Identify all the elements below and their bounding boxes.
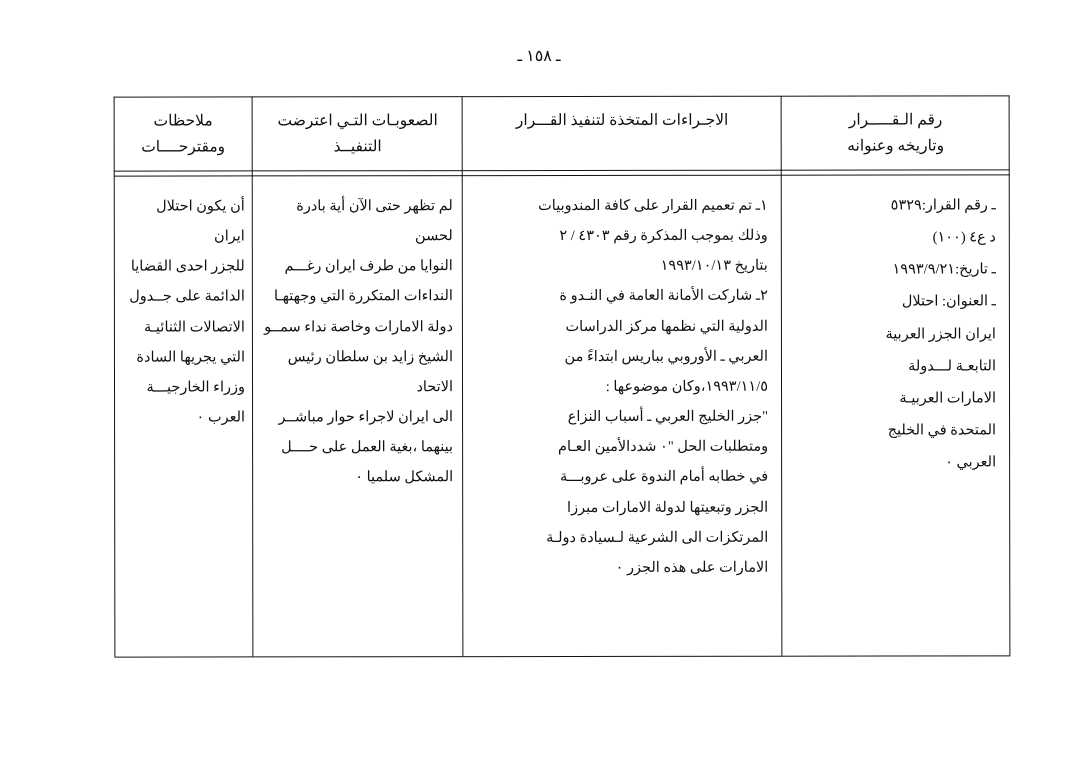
cell-difficulties-line: النداءات المتكررة التي وجهتهـا	[273, 288, 453, 305]
cell-difficulties-line: دولة الامارات وخاصة نداء سمــو	[264, 318, 453, 336]
cell-notes	[114, 191, 253, 432]
cell-notes-line: العرب ٠	[196, 409, 246, 426]
cell-difficulties-line: النوايا من طرف ايران رغـــم	[284, 258, 453, 275]
cell-actions-line: وذلك بموجب المذكرة رقم ٤٣٠٣ / ٢	[559, 227, 768, 245]
cell-decision-line: ـ تاريخ:١٩٩٣/٩/٢١	[892, 261, 996, 278]
cell-decision-line: ايران الجزر العربية	[885, 326, 996, 343]
cell-actions-line: بتاريخ ١٩٩٣/١٠/١٣	[660, 258, 768, 275]
column-header-decision-line-1: رقم الـقـــــرار	[848, 111, 943, 129]
decision-follow-up-table	[114, 95, 1011, 656]
cell-actions-line: ٢ـ شاركت الأمانة العامة في النـدو ة	[559, 288, 768, 305]
cell-actions-line: الدولية التي نظمها مركز الدراسات	[565, 318, 768, 335]
column-header-notes-line-1: ملاحظات ومقترحــــات	[141, 112, 226, 156]
cell-actions-line: المرتكزات الى الشرعية لـسيادة دولـة	[546, 529, 769, 546]
column-header-actions-line-1: الاجـراءات المتخذة لتنفيذ القـــرار	[515, 111, 729, 130]
cell-decision-line: المتحدة في الخليج	[887, 422, 997, 439]
column-actions	[463, 96, 783, 656]
cell-decision-line: الامارات العربيـة	[899, 390, 997, 407]
column-header-difficulties	[253, 108, 463, 161]
column-header-decision	[782, 107, 1010, 160]
cell-notes-line: للجزر احدى القضايا	[130, 258, 245, 275]
page-number: ـ ١٥٨ ـ	[517, 48, 561, 65]
cell-decision-line: العربي ٠	[945, 454, 997, 471]
column-header-difficulties-line-1: الصعوبـات التـي اعترضت التنفيــذ	[277, 112, 438, 156]
cell-difficulties-line: الشيخ زايد بن سلطان رئيس الاتحاد	[287, 348, 454, 396]
cell-decision-line: ـ رقم القرار:٥٣٢٩	[890, 197, 996, 214]
cell-decision-line: ـ العنوان: احتلال	[901, 293, 996, 310]
cell-actions-line: في خطابه أمام الندوة على عروبـــة	[559, 469, 769, 486]
cell-difficulties-line: المشكل سلميا ٠	[355, 469, 454, 486]
cell-actions-line: العربي ـ الأوروبي بباريس ابتداءً من	[564, 348, 768, 365]
column-header-decision-line-2: وتاريخه وعنوانه	[847, 137, 945, 155]
cell-decision	[782, 190, 1010, 480]
cell-notes-line: وزراء الخارجيـــة	[146, 379, 246, 396]
cell-decision-line: التابعـة لـــدولة	[908, 358, 996, 375]
cell-actions-line: ومتطلبات الحل "٠ شددالأمين العـام	[558, 438, 769, 456]
cell-actions-line: ١٩٩٣/١١/٥،وكان موضوعها :	[605, 378, 769, 395]
column-difficulties	[253, 96, 464, 656]
cell-decision-line: د ع٤ (١٠٠)	[932, 229, 996, 246]
column-decision	[782, 95, 1011, 655]
cell-notes-line: الاتصالات الثنائيـة	[143, 319, 245, 336]
cell-notes-line: أن يكون احتلال ايران	[156, 198, 245, 245]
cell-actions-line: "جزر الخليج العربي ـ أسباب النزاع	[567, 408, 769, 426]
cell-actions-line: الجزر وتبعيتها لدولة الامارات مبرزا	[567, 499, 769, 516]
cell-actions-line: الامارات على هذه الجزر ٠	[615, 559, 769, 576]
cell-difficulties-line: الى ايران لاجراء حوار مباشــر	[278, 409, 454, 426]
column-header-actions	[463, 108, 782, 135]
cell-notes-line: الدائمة على جــدول	[129, 288, 245, 306]
column-header-notes	[114, 108, 253, 161]
cell-actions	[463, 191, 783, 583]
cell-notes-line: التي يجريها السادة	[136, 349, 245, 366]
cell-difficulties-line: بينهما ،بغية العمل على حــــل	[281, 439, 454, 456]
cell-actions-line: ١ـ تم تعميم القرار على كافة المندوبيات	[538, 197, 768, 215]
cell-difficulties	[253, 191, 463, 493]
cell-difficulties-line: لم تظهر حتى الآن أية بادرة لحسن	[296, 198, 453, 245]
column-notes	[114, 96, 254, 656]
